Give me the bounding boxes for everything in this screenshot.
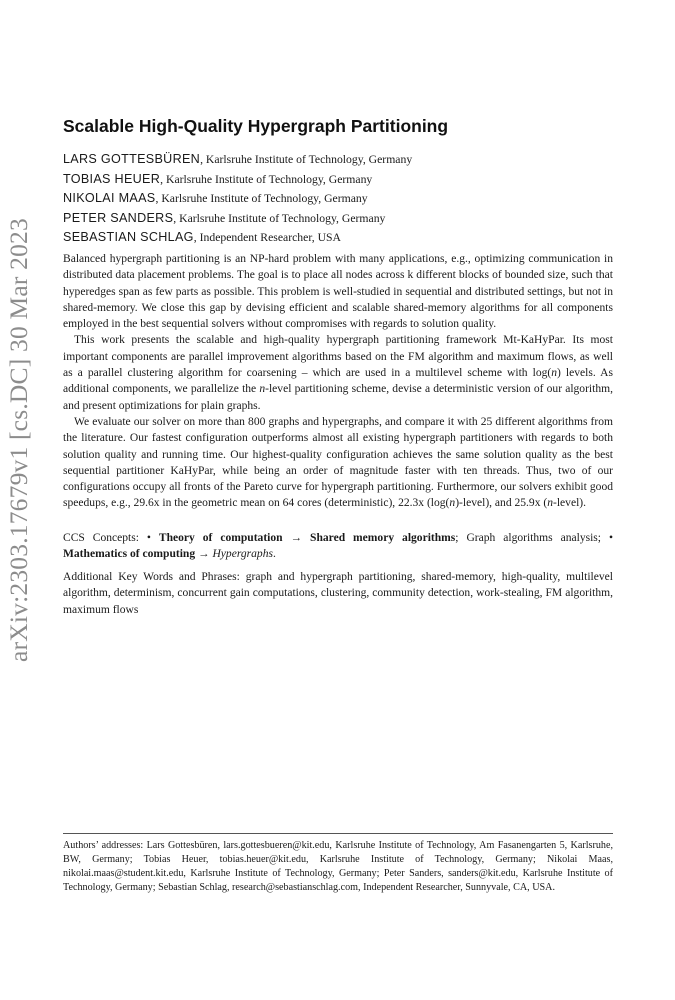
paper-title: Scalable High-Quality Hypergraph Partitioning bbox=[63, 116, 449, 136]
math-n: n bbox=[449, 497, 456, 510]
author-affiliation: , Karlsruhe Institute of Technology, Germany bbox=[155, 192, 368, 206]
abstract bbox=[63, 251, 613, 512]
ccs-term: Theory of computation bbox=[158, 532, 283, 544]
author-name: TOBIAS HEUER bbox=[63, 171, 161, 186]
ccs-term: Mathematics of computing bbox=[63, 548, 196, 561]
author-entry bbox=[63, 150, 613, 170]
ccs-term: Hypergraphs bbox=[212, 548, 273, 561]
arrow: → bbox=[195, 548, 213, 561]
ccs-concepts bbox=[63, 530, 613, 563]
abstract-paragraph-1: Balanced hypergraph partitioning is an NP-hard problem with many applications, e.g., optimizing communication in distributed data placement problems. The goal is to place all nodes across k different blocks of bounded size, such that hyperedges span as few parts as possible. This problem is well-studied in sequential and distributed settings, but not in shared-memory. We close this gap by devising efficient and scalable shared-memory algorithms for all components employed in the best sequential solvers without compromises with regards to solution quality. bbox=[63, 253, 613, 331]
author-entry bbox=[63, 189, 613, 209]
math-n: n bbox=[551, 367, 558, 380]
keywords: Additional Key Words and Phrases: graph and hypergraph partitioning, shared-memory, high-quality, multilevel algorithm, determinism, concurrent gain computations, clustering, community detection, work-stealing, FM algorithm, maximum flows bbox=[63, 571, 613, 616]
author-list bbox=[63, 150, 613, 248]
author-entry bbox=[63, 209, 613, 229]
text-run: -level). bbox=[553, 497, 587, 510]
text-run: This work presents the scalable and high-quality hypergraph partitioning framework Mt-KaHyPar. Its most important components are parallel improvement algorithms based on the FM algorithm and maximum flows, as well as a parallel clustering algorithm for coarsening – which are used in a multilevel scheme with log( bbox=[63, 334, 613, 380]
author-name: PETER SANDERS bbox=[63, 210, 174, 225]
text-run: )-level), and 25.9x ( bbox=[455, 497, 548, 510]
text-run: ) levels. As additional components, we parallelize the bbox=[63, 367, 614, 396]
math-n: n bbox=[259, 383, 266, 396]
authors-addresses-footnote: Authors’ addresses: Lars Gottesbüren, lars.gottesbueren@kit.edu, Karlsruhe Institute of Technology, Am Fasanengarten 5, Karlsruhe, BW, Germany; Tobias Heuer, tobias.heuer@kit.edu, Karlsruhe Institute of Technology, Germany; Nikolai Maas, nikolai.maas@student.kit.edu, Karlsruhe Institute of Technology, Germany; Peter Sanders, sanders@kit.edu, Karlsruhe Institute of Technology, Germany; Sebastian Schlag, research@sebastianschlag.com, Independent Researcher, Sunnyvale, CA, USA. bbox=[63, 840, 613, 894]
author-entry bbox=[63, 170, 613, 190]
author-name: LARS GOTTESBÜREN bbox=[63, 152, 201, 166]
text-run: CCS Concepts: • bbox=[63, 532, 159, 544]
author-affiliation: , Karlsruhe Institute of Technology, Germany bbox=[173, 211, 386, 225]
author-name: NIKOLAI MAAS bbox=[63, 191, 156, 206]
abstract-paragraph-3 bbox=[63, 414, 613, 512]
arxiv-stamp-text: arXiv:2303.17679v1 [cs.DC] 30 Mar 2023 bbox=[4, 218, 33, 662]
abstract-paragraph-2 bbox=[63, 332, 613, 413]
author-name: SEBASTIAN SCHLAG bbox=[63, 230, 194, 245]
text-run: We evaluate our solver on more than 800 graphs and hypergraphs, and compare it with 25 different algorithms from the literature. Our fastest configuration outperforms almost all existing hypergraph partitioners with regards to both solution quality and running time. Our highest-quality configuration achieves the same solution quality as the best sequential partitioner KaHyPar, while being an order of magnitude faster with ten threads. Thus, two of our configurations occupy all fronts of the Pareto curve for hypergraph partitioning. Furthermore, our solvers exhibit good speedups, e.g., 29.6x in the geometric mean on 64 cores (deterministic), 22.3x (log( bbox=[63, 415, 613, 510]
author-affiliation: , Independent Researcher, USA bbox=[193, 231, 341, 245]
author-affiliation: , Karlsruhe Institute of Technology, Germany bbox=[160, 172, 373, 186]
math-n: n bbox=[547, 497, 553, 510]
text-run: -level partitioning scheme, devise a deterministic version of our algorithm, and present optimizations for plain graphs. bbox=[63, 383, 613, 412]
author-affiliation: , Karlsruhe Institute of Technology, Germany bbox=[200, 153, 413, 166]
footnote-rule bbox=[63, 833, 613, 834]
arrow: → bbox=[282, 532, 311, 544]
text-run: ; Graph algorithms analysis; • bbox=[455, 532, 613, 544]
text-run: . bbox=[272, 548, 276, 561]
author-entry bbox=[63, 228, 613, 248]
ccs-term: Shared memory algorithms bbox=[310, 532, 456, 544]
